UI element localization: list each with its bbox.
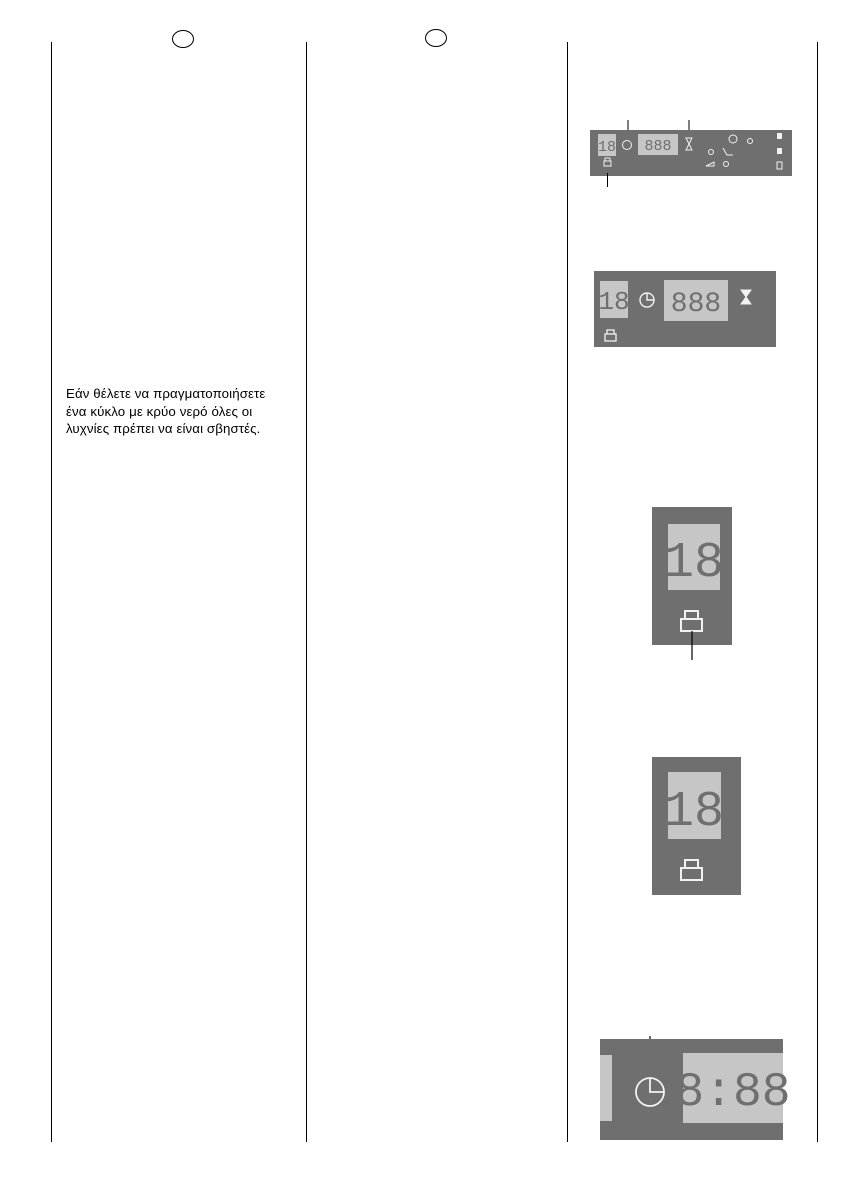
svg-text:18: 18 [663, 784, 725, 841]
paragraph-line: λυχνίες πρέπει να είναι σβηστές. [66, 421, 261, 436]
svg-text:18: 18 [597, 139, 617, 156]
display-closeup-figure [594, 271, 776, 349]
option-indicator-icon-2 [777, 148, 782, 154]
language-marker-circle-middle [425, 29, 447, 47]
paragraph-line: Εάν θέλετε να πραγματοποιήσετε [66, 386, 266, 401]
door-lock-detail-figure [652, 507, 732, 662]
language-marker-circle-left [172, 30, 194, 48]
column-rule-left-outer [51, 42, 52, 1142]
option-indicator-icon-1 [777, 133, 782, 139]
program-display-partial [600, 1055, 612, 1121]
door-lock-detail-2-figure [652, 757, 742, 897]
control-panel-overview-figure [590, 115, 795, 190]
column-rule-middle-2 [567, 42, 568, 1142]
svg-text:888: 888 [670, 289, 722, 320]
svg-text:18: 18 [598, 287, 630, 317]
panel-background [590, 130, 792, 176]
svg-text:18: 18 [663, 535, 725, 592]
cold-wash-instruction [66, 385, 302, 438]
paragraph-line: ένα κύκλο με κρύο νερό όλες οι [66, 403, 253, 419]
svg-text:888: 888 [644, 138, 672, 155]
column-rule-middle-1 [306, 42, 307, 1142]
column-rule-right-outer [817, 42, 818, 1142]
svg-text:8:88: 8:88 [675, 1066, 791, 1120]
delay-timer-detail-figure [600, 1036, 791, 1142]
